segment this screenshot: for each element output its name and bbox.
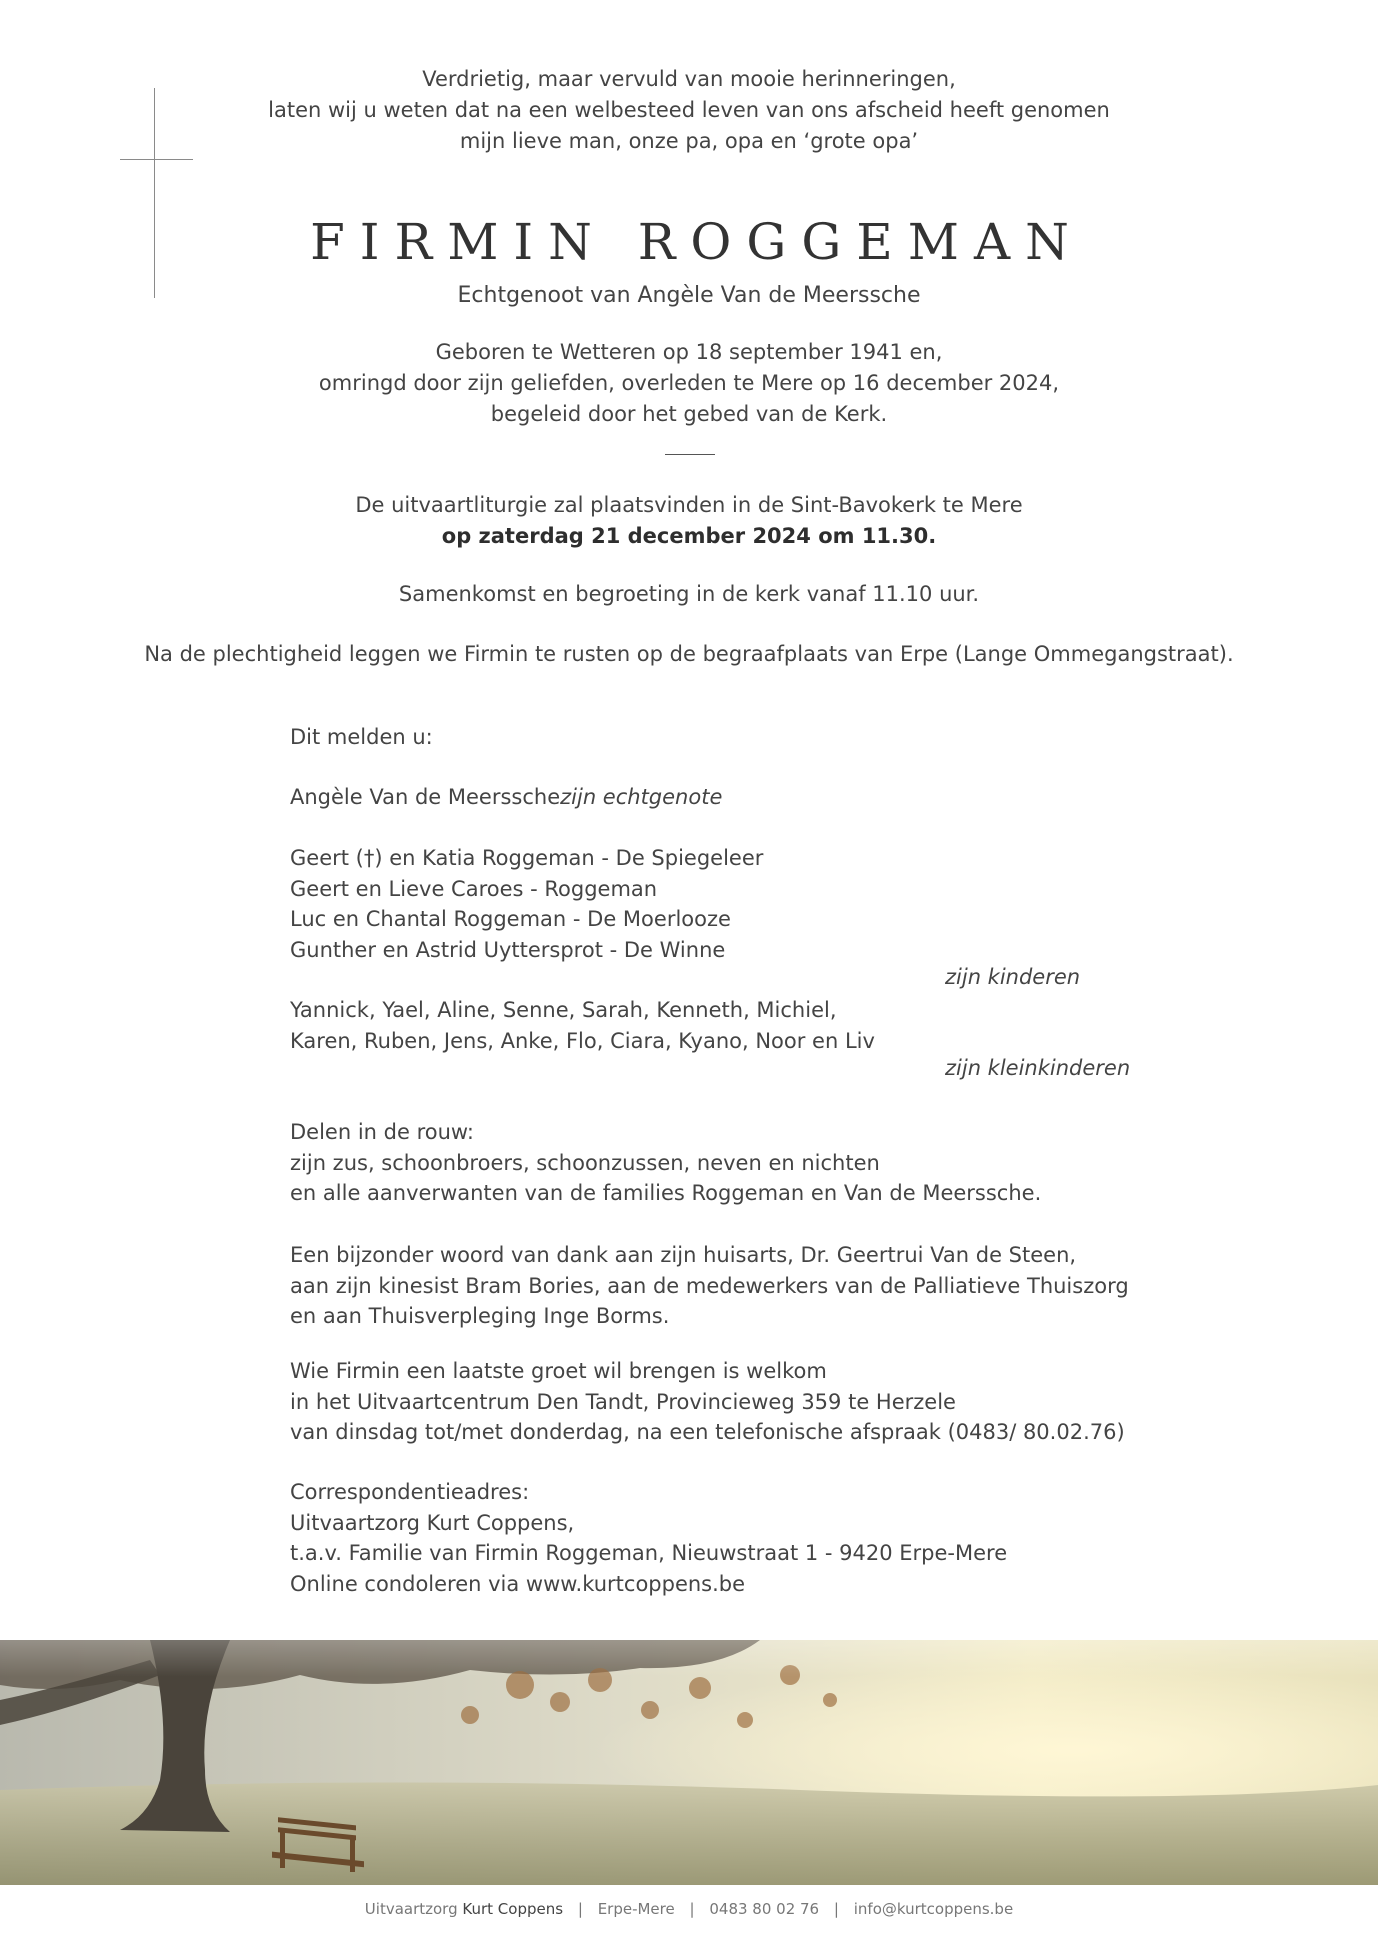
child-entry: Geert en Lieve Caroes - Roggeman: [290, 876, 658, 901]
footer-separator: |: [577, 1900, 583, 1918]
liturgy-line: De uitvaartliturgie zal plaatsvinden in de Sint-Bavokerk te Mere: [355, 493, 1023, 517]
liturgy-text: [0, 490, 1378, 552]
liturgy-date: op zaterdag 21 december 2024 om 11.30.: [441, 524, 937, 548]
child-entry: Geert (†) en Katia Roggeman - De Spiegeleer: [290, 846, 764, 870]
footer-phone: 0483 80 02 76: [709, 1900, 820, 1918]
thanks-line: en aan Thuisverpleging Inge Borms.: [290, 1304, 670, 1328]
footer-prefix: Uitvaartzorg: [364, 1900, 458, 1918]
footer: [0, 1900, 1378, 1918]
footer-brand: Kurt Coppens: [462, 1900, 564, 1918]
meeting-text: Samenkomst en begroeting in de kerk vanaf 11.10 uur.: [398, 582, 980, 606]
birth-line: begeleid door het gebed van de Kerk.: [490, 402, 888, 426]
correspondence-line: t.a.v. Familie van Firmin Roggeman, Nieuwstraat 1 - 9420 Erpe-Mere: [290, 1541, 1008, 1565]
footer-separator: |: [689, 1900, 695, 1918]
birth-death-text: [0, 337, 1378, 430]
intro-line: Verdrietig, maar vervuld van mooie herinneringen,: [422, 67, 956, 91]
children-list: [290, 843, 763, 965]
thanks-text: [290, 1240, 1129, 1332]
correspondence-line: Online condoleren via www.kurtcoppens.be: [290, 1571, 746, 1596]
deceased-name: FIRMIN ROGGEMAN: [310, 213, 1084, 271]
visit-text: [290, 1356, 1125, 1448]
mourning-line: en alle aanverwanten van de families Roggeman en Van de Meerssche.: [290, 1181, 1042, 1205]
footer-location: Erpe-Mere: [597, 1900, 675, 1918]
child-entry: Luc en Chantal Roggeman - De Moerlooze: [290, 907, 731, 931]
divider: [665, 454, 715, 455]
visit-line: van dinsdag tot/met donderdag, na een telefonische afspraak (0483/ 80.02.76): [290, 1420, 1125, 1444]
intro-line: laten wij u weten dat na een welbesteed leven van ons afscheid heeft genomen: [268, 98, 1110, 122]
correspondence-text: [290, 1477, 1007, 1599]
spouse-entry: [290, 782, 722, 813]
cross-horizontal-line: [120, 159, 193, 160]
thanks-line: aan zijn kinesist Bram Bories, aan de medewerkers van de Palliatieve Thuiszorg: [290, 1273, 1129, 1298]
mourning-line: zijn zus, schoonbroers, schoonzussen, neven en nichten: [290, 1150, 880, 1175]
correspondence-line: Uitvaartzorg Kurt Coppens,: [290, 1510, 575, 1535]
footer-email[interactable]: info@kurtcoppens.be: [853, 1900, 1014, 1918]
footer-separator: |: [833, 1900, 839, 1918]
spouse-name: Angèle Van de Meerssche: [290, 785, 561, 809]
grandchildren-line: Karen, Ruben, Jens, Anke, Flo, Ciara, Kyano, Noor en Liv: [290, 1028, 875, 1053]
spouse-line: Echtgenoot van Angèle Van de Meerssche: [457, 283, 921, 308]
mourning-line: Delen in de rouw:: [290, 1120, 475, 1144]
visit-line: Wie Firmin een laatste groet wil brengen is welkom: [290, 1359, 827, 1383]
birth-line: Geboren te Wetteren op 18 september 1941 en,: [435, 340, 943, 364]
intro-text: [0, 64, 1378, 157]
burial-text: Na de plechtigheid leggen we Firmin te rusten op de begraafplaats van Erpe (Lange Ommegangstraat).: [144, 642, 1234, 666]
mourning-text: [290, 1117, 1041, 1209]
visit-line: in het Uitvaartcentrum Den Tandt, Provincieweg 359 te Herzele: [290, 1389, 956, 1414]
child-entry: Gunther en Astrid Uyttersprot - De Winne: [290, 937, 726, 962]
tree-bench-landscape-image: [0, 1640, 1378, 1885]
grandchildren-list: [290, 995, 875, 1056]
grandchildren-line: Yannick, Yael, Aline, Senne, Sarah, Kenneth, Michiel,: [290, 998, 837, 1022]
birth-line: omringd door zijn geliefden, overleden te Mere op 16 december 2024,: [318, 371, 1060, 395]
spouse-role: zijn echtgenote: [560, 785, 723, 809]
children-role: zijn kinderen: [945, 965, 1081, 989]
announce-text: Dit melden u:: [290, 725, 433, 749]
correspondence-line: Correspondentieadres:: [290, 1480, 530, 1504]
thanks-line: Een bijzonder woord van dank aan zijn huisarts, Dr. Geertrui Van de Steen,: [290, 1243, 1077, 1267]
intro-line: mijn lieve man, onze pa, opa en ‘grote opa’: [459, 129, 919, 153]
grandchildren-role: zijn kleinkinderen: [945, 1056, 1131, 1080]
